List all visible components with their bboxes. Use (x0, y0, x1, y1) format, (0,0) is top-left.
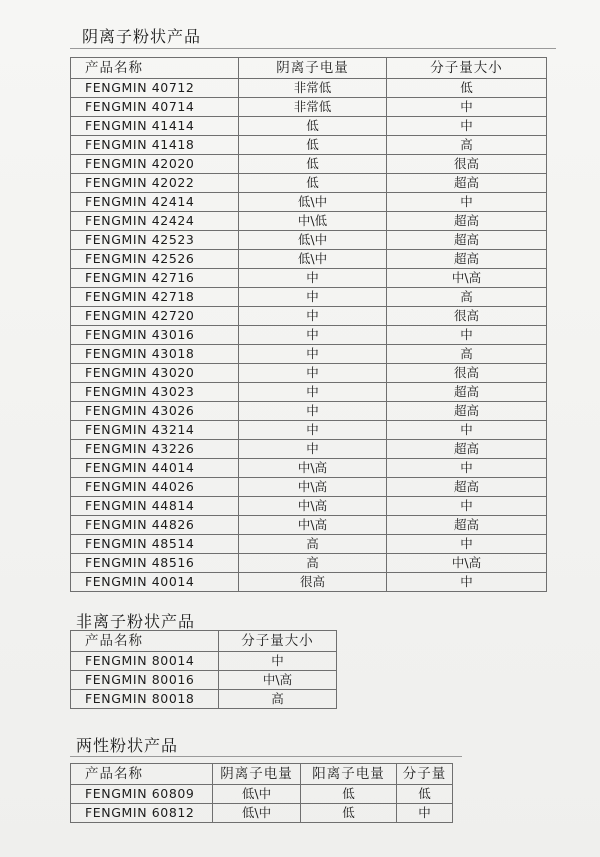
table-row (71, 459, 547, 478)
product-name-cell: FENGMIN 43016 (71, 326, 239, 345)
table-row (71, 117, 547, 136)
amphoteric-section-title: 两性粉状产品 (76, 736, 179, 755)
product-name-cell: FENGMIN 80014 (71, 652, 219, 671)
table-row (71, 497, 547, 516)
value-cell: 中 (239, 345, 387, 364)
value-cell: 中 (387, 117, 547, 136)
amphoteric-product-table (70, 763, 453, 823)
product-name-cell: FENGMIN 42523 (71, 231, 239, 250)
value-cell: 超高 (387, 250, 547, 269)
product-name-cell: FENGMIN 42020 (71, 155, 239, 174)
table-row (71, 174, 547, 193)
table-header-row (71, 58, 547, 79)
value-cell: 低\中 (239, 193, 387, 212)
value-cell: 中\高 (387, 554, 547, 573)
value-cell: 低\中 (213, 804, 301, 823)
table-row (71, 652, 337, 671)
value-cell: 中\高 (239, 516, 387, 535)
table-row (71, 250, 547, 269)
value-cell: 低 (239, 174, 387, 193)
value-cell: 高 (239, 554, 387, 573)
column-header: 阴离子电量 (213, 764, 301, 785)
nonionic-product-table (70, 630, 337, 709)
value-cell: 低 (397, 785, 453, 804)
product-name-cell: FENGMIN 43018 (71, 345, 239, 364)
column-header: 产品名称 (71, 631, 219, 652)
nonionic-section-title: 非离子粉状产品 (76, 612, 196, 631)
value-cell: 中\高 (239, 478, 387, 497)
value-cell: 中\高 (239, 459, 387, 478)
table-row (71, 269, 547, 288)
value-cell: 低 (239, 136, 387, 155)
value-cell: 中 (387, 535, 547, 554)
value-cell: 中 (219, 652, 337, 671)
product-name-cell: FENGMIN 43023 (71, 383, 239, 402)
product-name-cell: FENGMIN 43026 (71, 402, 239, 421)
value-cell: 低 (301, 804, 397, 823)
product-name-cell: FENGMIN 42720 (71, 307, 239, 326)
value-cell: 超高 (387, 383, 547, 402)
value-cell: 中 (239, 440, 387, 459)
title-underline (70, 756, 462, 757)
value-cell: 中 (387, 98, 547, 117)
table-row (71, 345, 547, 364)
table-row (71, 804, 453, 823)
table-row (71, 554, 547, 573)
value-cell: 高 (239, 535, 387, 554)
value-cell: 低\中 (213, 785, 301, 804)
value-cell: 中 (239, 383, 387, 402)
product-name-cell: FENGMIN 43214 (71, 421, 239, 440)
table-row (71, 136, 547, 155)
product-name-cell: FENGMIN 40014 (71, 573, 239, 592)
table-row (71, 364, 547, 383)
table-row (71, 231, 547, 250)
title-underline (70, 48, 556, 49)
table-row (71, 516, 547, 535)
product-name-cell: FENGMIN 48516 (71, 554, 239, 573)
value-cell: 中 (239, 402, 387, 421)
table-row (71, 440, 547, 459)
value-cell: 中\低 (239, 212, 387, 231)
product-name-cell: FENGMIN 44014 (71, 459, 239, 478)
table-row (71, 785, 453, 804)
product-name-cell: FENGMIN 60809 (71, 785, 213, 804)
value-cell: 中 (387, 193, 547, 212)
product-name-cell: FENGMIN 80016 (71, 671, 219, 690)
value-cell: 低 (239, 155, 387, 174)
column-header: 阳离子电量 (301, 764, 397, 785)
value-cell: 中 (239, 326, 387, 345)
column-header: 产品名称 (71, 58, 239, 79)
value-cell: 低\中 (239, 231, 387, 250)
product-name-cell: FENGMIN 44826 (71, 516, 239, 535)
product-name-cell: FENGMIN 80018 (71, 690, 219, 709)
value-cell: 超高 (387, 174, 547, 193)
column-header: 分子量大小 (387, 58, 547, 79)
product-name-cell: FENGMIN 42716 (71, 269, 239, 288)
table-row (71, 478, 547, 497)
value-cell: 中 (387, 421, 547, 440)
value-cell: 中\高 (219, 671, 337, 690)
anionic-section-title: 阴离子粉状产品 (82, 27, 202, 46)
value-cell: 很高 (239, 573, 387, 592)
product-name-cell: FENGMIN 48514 (71, 535, 239, 554)
value-cell: 非常低 (239, 79, 387, 98)
table-header-row (71, 631, 337, 652)
value-cell: 中 (239, 269, 387, 288)
value-cell: 高 (387, 288, 547, 307)
value-cell: 低 (239, 117, 387, 136)
value-cell: 中 (239, 364, 387, 383)
product-name-cell: FENGMIN 43226 (71, 440, 239, 459)
value-cell: 中 (387, 573, 547, 592)
table-row (71, 383, 547, 402)
value-cell: 高 (219, 690, 337, 709)
value-cell: 高 (387, 345, 547, 364)
table-row (71, 212, 547, 231)
product-name-cell: FENGMIN 42718 (71, 288, 239, 307)
value-cell: 低 (387, 79, 547, 98)
value-cell: 中 (387, 326, 547, 345)
table-row (71, 307, 547, 326)
table-row (71, 402, 547, 421)
product-name-cell: FENGMIN 40714 (71, 98, 239, 117)
value-cell: 很高 (387, 364, 547, 383)
anionic-product-table (70, 57, 547, 592)
product-name-cell: FENGMIN 44026 (71, 478, 239, 497)
value-cell: 中 (387, 459, 547, 478)
table-row (71, 288, 547, 307)
value-cell: 中\高 (387, 269, 547, 288)
table-row (71, 98, 547, 117)
value-cell: 非常低 (239, 98, 387, 117)
product-name-cell: FENGMIN 41414 (71, 117, 239, 136)
product-name-cell: FENGMIN 42424 (71, 212, 239, 231)
product-name-cell: FENGMIN 41418 (71, 136, 239, 155)
table-row (71, 421, 547, 440)
product-name-cell: FENGMIN 42414 (71, 193, 239, 212)
value-cell: 中 (397, 804, 453, 823)
product-name-cell: FENGMIN 44814 (71, 497, 239, 516)
product-name-cell: FENGMIN 43020 (71, 364, 239, 383)
value-cell: 超高 (387, 516, 547, 535)
value-cell: 中\高 (239, 497, 387, 516)
value-cell: 中 (239, 421, 387, 440)
value-cell: 超高 (387, 402, 547, 421)
table-row (71, 535, 547, 554)
table-row (71, 690, 337, 709)
table-row (71, 573, 547, 592)
value-cell: 超高 (387, 231, 547, 250)
column-header: 分子量大小 (219, 631, 337, 652)
column-header: 分子量 (397, 764, 453, 785)
value-cell: 中 (239, 307, 387, 326)
product-name-cell: FENGMIN 60812 (71, 804, 213, 823)
product-name-cell: FENGMIN 42526 (71, 250, 239, 269)
table-row (71, 326, 547, 345)
table-row (71, 193, 547, 212)
value-cell: 高 (387, 136, 547, 155)
product-name-cell: FENGMIN 42022 (71, 174, 239, 193)
value-cell: 很高 (387, 307, 547, 326)
value-cell: 超高 (387, 212, 547, 231)
value-cell: 中 (387, 497, 547, 516)
product-name-cell: FENGMIN 40712 (71, 79, 239, 98)
table-row (71, 155, 547, 174)
value-cell: 低\中 (239, 250, 387, 269)
value-cell: 很高 (387, 155, 547, 174)
value-cell: 低 (301, 785, 397, 804)
table-header-row (71, 764, 453, 785)
column-header: 阴离子电量 (239, 58, 387, 79)
value-cell: 中 (239, 288, 387, 307)
value-cell: 超高 (387, 440, 547, 459)
table-row (71, 671, 337, 690)
value-cell: 超高 (387, 478, 547, 497)
column-header: 产品名称 (71, 764, 213, 785)
table-row (71, 79, 547, 98)
